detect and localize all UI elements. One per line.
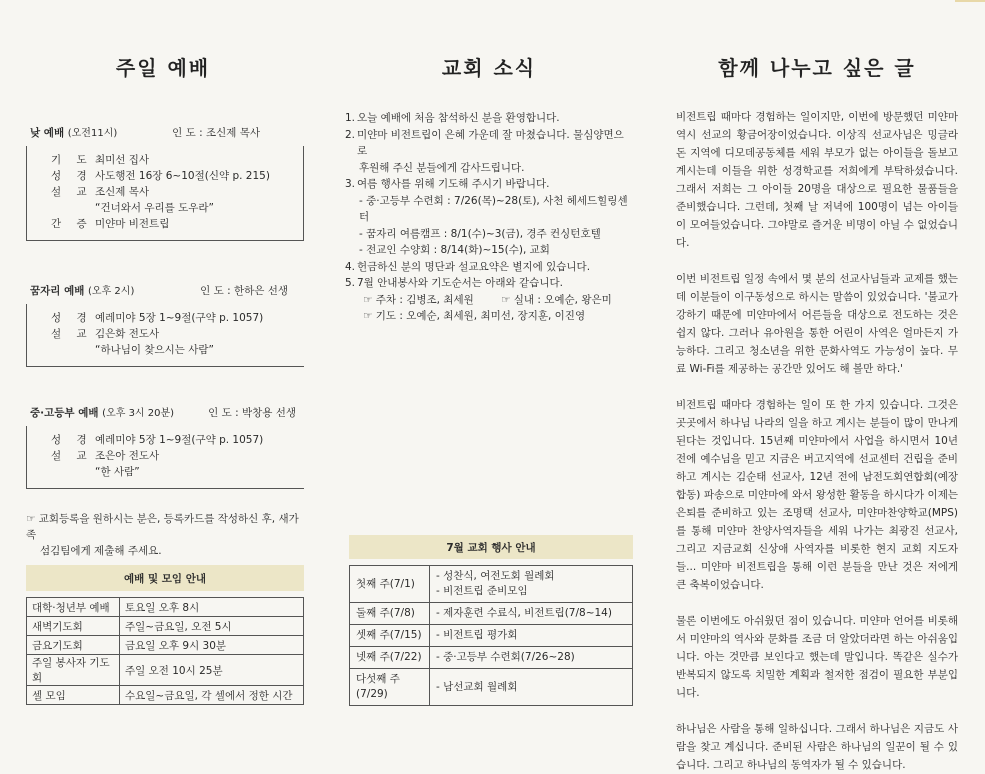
service-box-youth — [26, 404, 304, 489]
list-item: - 꿈자리 여름캠프 : 8/1(수)~3(금), 경주 컨싱턴호텔 — [359, 227, 601, 240]
service-leader: 인 도 : 박창용 선생 — [208, 406, 296, 419]
events-section — [349, 535, 633, 706]
essay-paragraph: 물론 이번에도 아쉬웠던 점이 있습니다. 미얀마 언어를 비롯해서 미얀마의 역사와 문화를 조금 더 알았더라면 하는 아쉬움입니다. 아는 것만큼 보인다고 했는데 말입니다. 똑같은 실수가 반복되지 않도록 치밀한 계획과 철저한 점검이 필요한 부분입니다. — [676, 615, 958, 699]
meetings-table — [26, 597, 304, 705]
meetings-section — [26, 565, 304, 705]
table-row: 금요기도회 금요일 오후 9시 30분 — [27, 636, 304, 655]
worship-title: 주일 예배 — [115, 56, 211, 80]
detail-row: “하나님이 찾으시는 사람” — [95, 344, 214, 356]
detail-row: 기 도 최미선 집사 — [51, 154, 150, 166]
table-row: 셋째 주(7/15) - 비전트립 평가회 — [350, 625, 633, 647]
duty-line: ☞ 기도 : 오예순, 최세원, 최미선, 장지훈, 이진영 — [363, 310, 586, 322]
service-box-kids — [26, 282, 304, 367]
service-time: (오후 2시) — [88, 286, 135, 297]
corner-mark — [955, 0, 985, 2]
detail-row: “건너와서 우리를 도우라” — [95, 202, 214, 214]
service-box-main — [26, 124, 304, 241]
essay-body — [676, 108, 958, 774]
detail-row: 설 교 조은아 전도사 — [51, 450, 160, 462]
service-details — [26, 146, 304, 241]
essay-paragraph: 비전트립 때마다 경험하는 일이 또 한 가지 있습니다. 그것은 곳곳에서 하나님 나라의 일을 하고 계시는 분들이 많이 만나게 된다는 것입니다. 15년째 미얀마에서 사업을 하시면서 10년 전에 예수님을 믿고 지금은 버고지역에 선교센터 건립을 준비하고 계시는 김순태 선교사, 12년 전에 남전도회연합회(예장 합동) 파송으로 미얀마에 와서 왕성한 활동을 하시다가 이제는 은퇴를 준비하고 있는 조명택 선교사, 미얀마찬양학교(MPS)를 통해 미얀마 찬양사역자들을 세워 나가는 최광진 선교사, 그리고 지금교회 신상애 사역자를 비롯한 현지 교회 지도자들... 미얀마 비전트립을 통해 이런 분들을 만난 것은 저에게 큰 축복이었습니다. — [676, 399, 958, 591]
service-name: 중·고등부 예배 — [30, 407, 99, 419]
service-details — [26, 304, 304, 367]
table-row: 새벽기도회 주일~금요일, 오전 5시 — [27, 617, 304, 636]
worship-column — [22, 0, 304, 702]
service-time: (오후 3시 20분) — [102, 408, 175, 419]
service-name: 꿈자리 예배 — [30, 285, 85, 297]
detail-row: 성 경 사도행전 16장 6~10절(신약 p. 215) — [51, 170, 270, 182]
detail-row: 성 경 예레미야 5장 1~9절(구약 p. 1057) — [51, 434, 264, 446]
table-row: 둘째 주(7/8) - 제자훈련 수료식, 비전트립(7/8~14) — [350, 603, 633, 625]
list-item: 3. 여름 행사를 위해 기도해 주시기 바랍니다. — [345, 178, 550, 190]
essay-paragraph: 이번 비전트립 일정 속에서 몇 분의 선교사님들과 교제를 했는데 이분들이 이구동성으로 하시는 말씀이 있었습니다. '불교가 강하기 때문에 미얀마에서 어른들을 대상으로 전도하는 것은 쉽지 않다. 그러나 유아원을 통한 어린이 사역은 얼마든지 가능하다. 그리고 청소년을 위한 문화사역도 가능성이 높다. 무료 Wi-Fi를 제공하는 공간만 있어도 해 볼만 하다.' — [676, 273, 958, 375]
table-row: 대학·청년부 예배 토요일 오후 8시 — [27, 598, 304, 617]
events-table — [349, 565, 633, 706]
service-leader: 인 도 : 한하은 선생 — [200, 284, 288, 297]
list-item: 1. 오늘 예배에 처음 참석하신 분을 환영합니다. — [345, 112, 560, 124]
news-list — [345, 110, 633, 325]
duty-line: ☞ 주차 : 김병조, 최세원 ☞ 실내 : 오예순, 왕은미 — [363, 293, 612, 306]
essay-column — [676, 0, 958, 771]
table-row: 셀 모임 수요일~금요일, 각 셀에서 정한 시간 — [27, 686, 304, 705]
table-row: 첫째 주(7/1) - 성찬식, 여전도회 월례회 - 비전트립 준비모임 — [350, 566, 633, 603]
table-row: 주일 봉사자 기도회 주일 오전 10시 25분 — [27, 655, 304, 686]
registration-notice: ☞ 교회등록을 원하시는 분은, 등록카드를 작성하신 후, 새가족 섬김팀에게 제출해 주세요. — [26, 513, 299, 557]
essay-paragraph: 비전트립 때마다 경험하는 일이지만, 이번에 방문했던 미얀마 역시 선교의 황금어장이었습니다. 이상직 선교사님은 밍글라돈 지역에 디모데공동체를 세워 부모가 없는 아이들을 돌보고 계시는데 이들을 위한 성경학교를 저희에게 부탁하셨습니다. 그래서 저희는 그 아이들 20명을 대상으로 필요한 물품들을 준비했습니다. 그런데, 첫째 날 저녁에 100명이 넘는 아이들이 모여들었습니다. 그야말로 즐거운 비명이 아닐 수 없었습니다. — [676, 111, 958, 249]
news-title: 교회 소식 — [441, 56, 537, 80]
list-item: - 전교인 수양회 : 8/14(화)~15(수), 교회 — [359, 244, 550, 256]
essay-title: 함께 나누고 싶은 글 — [718, 56, 916, 80]
service-time: (오전11시) — [67, 128, 118, 139]
list-item: 4. 헌금하신 분의 명단과 설교요약은 별지에 있습니다. — [345, 260, 591, 273]
list-item: 2. 미얀마 비전트립이 은혜 가운데 잘 마쳤습니다. 물심양면으로 — [345, 128, 624, 157]
detail-row: 설 교 조신제 목사 — [51, 186, 150, 198]
news-column — [345, 0, 633, 699]
detail-row: “한 사람” — [95, 466, 140, 478]
service-leader: 인 도 : 조신제 목사 — [172, 126, 260, 139]
list-item: 후원해 주신 분들에게 감사드립니다. — [359, 161, 525, 174]
meetings-title: 예배 및 모임 안내 — [26, 565, 304, 591]
detail-row: 설 교 김은화 전도사 — [51, 328, 160, 340]
list-item: 5. 7월 안내봉사와 기도순서는 아래와 같습니다. — [345, 277, 563, 289]
table-row: 다섯째 주(7/29) - 남선교회 월례회 — [350, 669, 633, 706]
service-details — [26, 426, 304, 489]
service-name: 낮 예배 — [30, 127, 65, 139]
table-row: 넷째 주(7/22) - 중·고등부 수련회(7/26~28) — [350, 647, 633, 669]
detail-row: 성 경 예레미야 5장 1~9절(구약 p. 1057) — [51, 312, 264, 324]
essay-paragraph: 하나님은 사람을 통해 일하십니다. 그래서 하나님은 지금도 사람을 찾고 계십니다. 준비된 사람은 하나님의 일꾼이 될 수 있습니다. 그리고 하나님의 동역자가 될 수 있습니다. — [676, 723, 958, 771]
events-title: 7월 교회 행사 안내 — [349, 535, 633, 559]
list-item: - 중·고등부 수련회 : 7/26(목)~28(토), 사천 헤세드힐링센터 — [359, 194, 628, 223]
detail-row: 간 증 미얀마 비전트립 — [51, 218, 170, 230]
